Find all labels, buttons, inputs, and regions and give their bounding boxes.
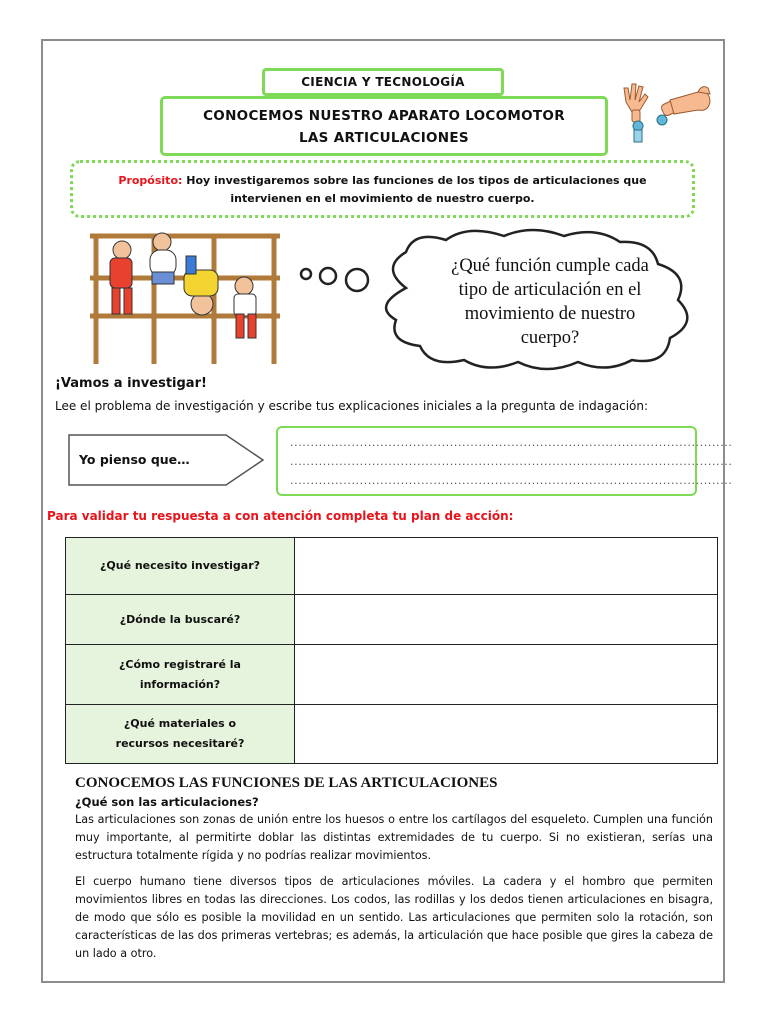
answer-line-3[interactable]: ............................................................................................................ <box>290 474 733 487</box>
purpose-line-1 <box>73 172 692 190</box>
section-heading: CONOCEMOS LAS FUNCIONES DE LAS ARTICULACIONES <box>75 775 498 791</box>
investigate-heading: ¡Vamos a investigar! <box>55 376 207 391</box>
purpose-text-1: Hoy investigaremos sobre las funciones de los tipos de articulaciones que <box>186 174 647 187</box>
plan-intro: Para validar tu respuesta a con atención completa tu plan de acción: <box>47 509 514 523</box>
inquiry-line-4: cuerpo? <box>520 328 580 348</box>
page-title <box>160 96 608 156</box>
plan-question-text-2: recursos necesitaré? <box>115 737 245 750</box>
purpose-text-2: intervienen en el movimiento de nuestro cuerpo. <box>230 192 535 205</box>
plan-answer-cell[interactable] <box>295 538 718 595</box>
inquiry-line-1: ¿Qué función cumple cada <box>451 256 649 276</box>
plan-question-cell <box>66 595 295 645</box>
title-line-1: CONOCEMOS NUESTRO APARATO LOCOMOTOR <box>203 108 565 124</box>
table-row <box>66 595 718 645</box>
plan-answer-cell[interactable] <box>295 705 718 764</box>
table-row <box>66 645 718 705</box>
purpose-box <box>70 160 695 218</box>
articulated-hands-icon <box>618 80 718 146</box>
action-plan-table <box>65 537 718 764</box>
plan-question-cell <box>66 705 295 764</box>
inquiry-line-2: tipo de articulación en el <box>458 280 642 300</box>
paragraph-1: Las articulaciones son zonas de unión entre los huesos o entre los cartílagos del esqueleto. Cumplen una función muy importante, al permitirte doblar las distintas extremidades de tu cuerpo. Si no existieran, serías una estructura totalmente rígida y no podrías realizar movimientos. <box>75 813 713 862</box>
plan-question-cell <box>66 645 295 705</box>
title-line-2: LAS ARTICULACIONES <box>299 130 469 146</box>
plan-answer-cell[interactable] <box>295 645 718 705</box>
plan-question-text: ¿Qué necesito investigar? <box>100 559 260 572</box>
purpose-label: Propósito: <box>118 174 183 187</box>
section-subheading: ¿Qué son las articulaciones? <box>75 795 259 809</box>
plan-question-text: ¿Dónde la buscaré? <box>119 612 241 626</box>
plan-question-text: ¿Qué materiales o <box>123 717 237 730</box>
paragraph-2: El cuerpo humano tiene diversos tipos de articulaciones móviles. La cadera y el hombro que permiten movimientos libres en todas las direcciones. Los codos, las rodillas y los dedos tienen articulaciones en bisagra, de modo que sólo es posible la movilidad en un sentido. Las articulaciones que permiten solo la rotación, son características de las dos primeras vertebras; es además, la articulación que hace posible que gires la cabeza de un lado a otro. <box>75 875 713 960</box>
answer-line-1[interactable]: ............................................................................................................ <box>290 436 733 449</box>
plan-answer-cell[interactable] <box>295 595 718 645</box>
table-row <box>66 538 718 595</box>
plan-question-cell <box>66 538 295 595</box>
kids-climbing-illustration <box>84 226 284 366</box>
inquiry-line-3: movimiento de nuestro <box>464 304 636 324</box>
subject-label: CIENCIA Y TECNOLOGÍA <box>262 68 504 96</box>
plan-question-text: ¿Cómo registraré la <box>119 657 241 671</box>
table-row <box>66 705 718 764</box>
investigate-instruction: Lee el problema de investigación y escribe tus explicaciones iniciales a la pregunta de indagación: <box>55 399 649 413</box>
answer-line-2[interactable]: ............................................................................................................ <box>290 455 733 468</box>
prompt-label: Yo pienso que… <box>79 452 190 467</box>
plan-question-text-2: información? <box>139 677 221 691</box>
inquiry-question <box>418 254 682 350</box>
